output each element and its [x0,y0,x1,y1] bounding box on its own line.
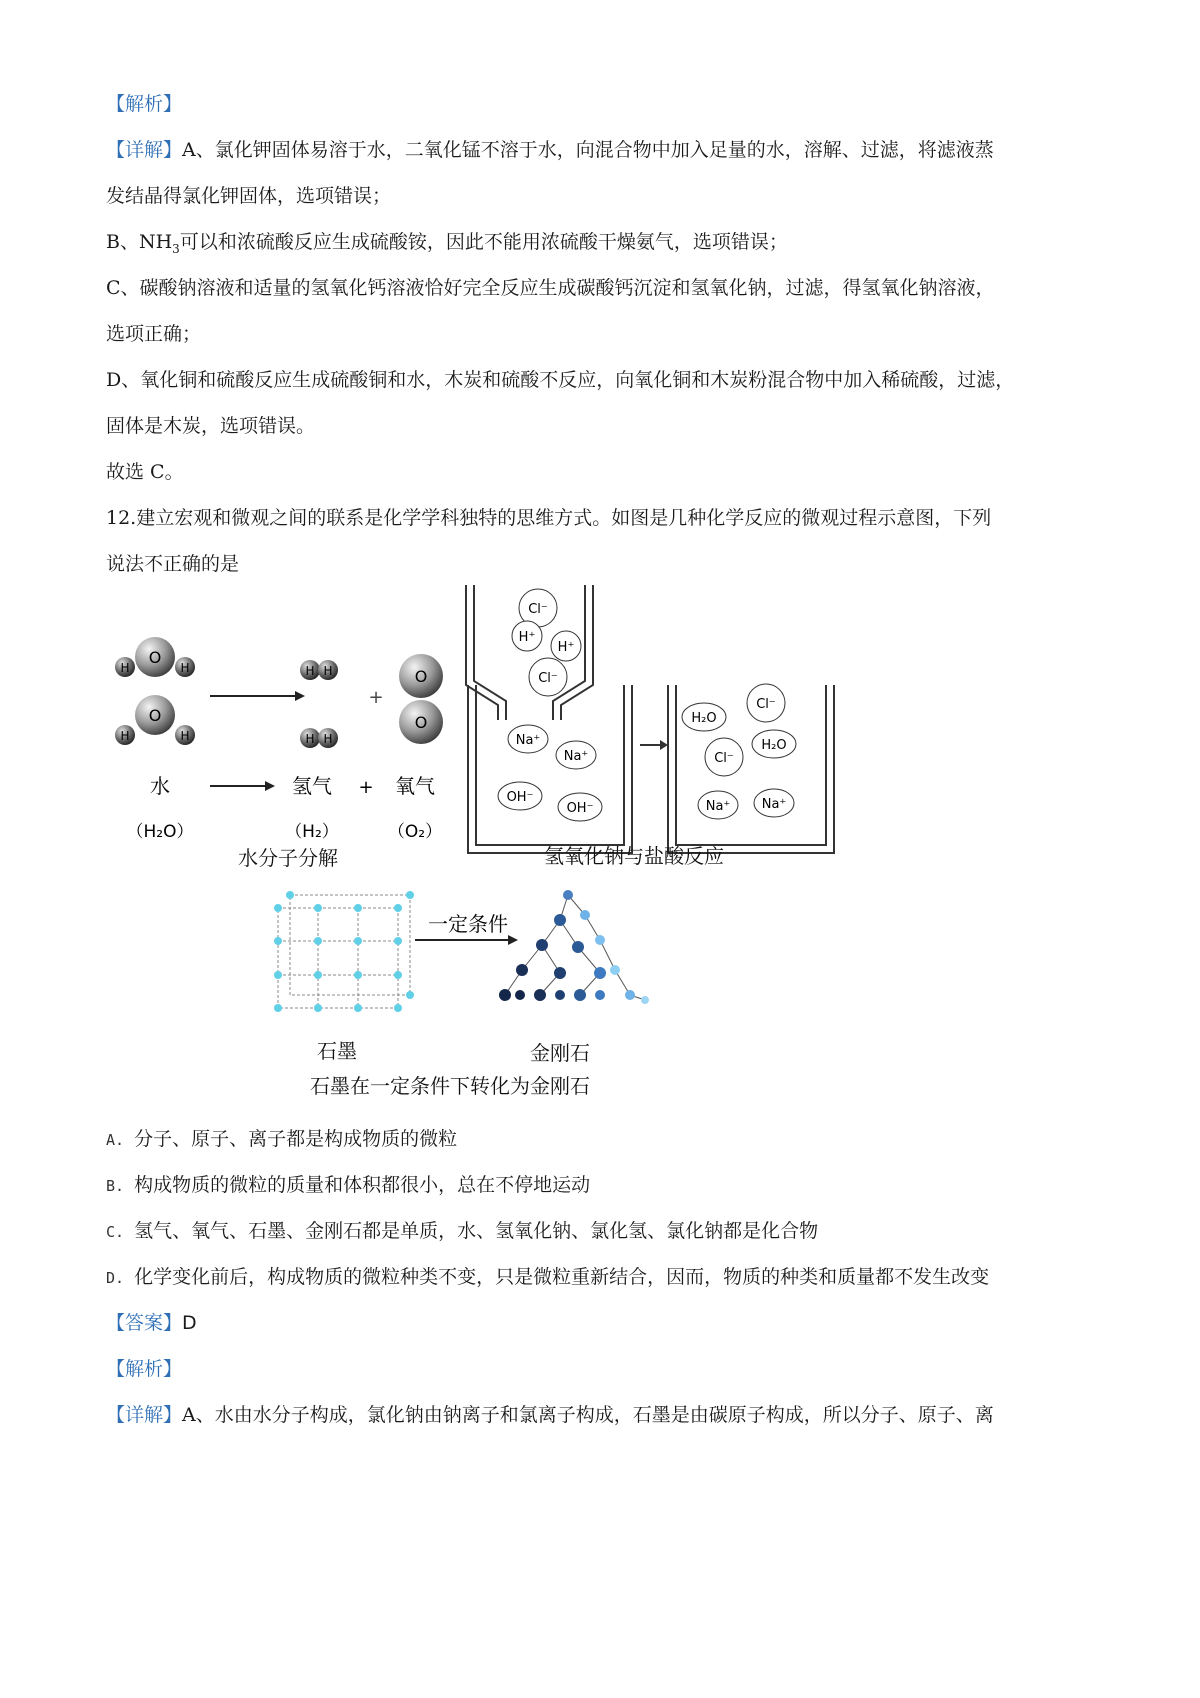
svg-text:H: H [323,732,333,746]
detail-label: 【详解】 [106,139,183,161]
svg-text:H: H [120,661,130,675]
paragraph-c-cont: 选项正确； [106,323,202,345]
paragraph-d-cont: 固体是木炭，选项错误。 [106,415,316,437]
diamond-structure-icon [499,890,649,1004]
svg-text:Na⁺: Na⁺ [563,749,589,764]
hydrogen-molecule-1-icon [300,660,338,680]
reaction-figure [0,575,1200,1100]
option-a: A. 分子、原子、离子都是构成物质的微粒 [106,1128,458,1150]
option-b: B. 构成物质的微粒的质量和体积都很小，总在不停地运动 [106,1174,591,1196]
paragraph-d: D、氧化铜和硫酸反应生成硫酸铜和水，木炭和硫酸不反应，向氧化铜和木炭粉混合物中加入稀硫酸，过滤， [106,369,1015,391]
svg-text:Cl⁻: Cl⁻ [528,602,548,617]
svg-text:H₂O: H₂O [761,738,787,753]
svg-text:O: O [414,713,428,732]
svg-text:Na⁺: Na⁺ [515,733,541,748]
hydrogen-molecule-2-icon [300,728,338,748]
svg-text:O: O [148,706,162,725]
svg-text:Cl⁻: Cl⁻ [714,751,734,766]
svg-text:H: H [305,732,315,746]
svg-text:（H₂O）: （H₂O） [126,822,194,842]
svg-text:H: H [180,729,190,743]
svg-text:O: O [414,667,428,686]
svg-text:（H₂）: （H₂） [285,822,339,842]
svg-text:O: O [148,648,162,667]
svg-text:+: + [368,687,384,708]
svg-text:水: 水 [150,774,170,798]
water-decomposition [115,637,443,842]
graphite-structure-icon [274,891,414,1012]
svg-text:H⁺: H⁺ [518,630,536,645]
svg-text:H⁺: H⁺ [557,640,575,655]
svg-text:H: H [120,729,130,743]
svg-text:Cl⁻: Cl⁻ [756,697,776,712]
svg-text:Cl⁻: Cl⁻ [538,671,558,686]
paragraph-analysis-a: 【详解】A、水由水分子构成，氯化钠由钠离子和氯离子构成，石墨是由碳原子构成，所以分子、原子、离 [106,1404,994,1426]
option-c: C. 氢气、氧气、石墨、金刚石都是单质，水、氢氧化钠、氯化氢、氯化钠都是化合物 [106,1220,819,1242]
svg-text:Na⁺: Na⁺ [761,797,787,812]
svg-text:H: H [305,664,315,678]
option-d: D. 化学变化前后，构成物质的微粒种类不变，只是微粒重新结合，因而，物质的种类和质量都不发生改变 [106,1266,990,1288]
svg-text:H₂O: H₂O [691,711,717,726]
svg-text:H: H [180,661,190,675]
diamond-label: 金刚石 [530,1041,590,1065]
svg-text:OH⁻: OH⁻ [566,801,594,816]
question-12-cont: 说法不正确的是 [106,553,240,575]
water-molecule-1-icon [115,637,195,677]
svg-text:氢气: 氢气 [292,774,332,798]
svg-text:OH⁻: OH⁻ [506,790,534,805]
analysis-label: 【解析】 [106,93,183,115]
answer: 【答案】D [106,1312,197,1334]
question-12: 12.建立宏观和微观之间的联系是化学学科独特的思维方式。如图是几种化学反应的微观过程示意图，下列 [106,507,992,529]
paragraph-b: B、$NH_3$可以和浓硫酸反应生成硫酸铵，因此不能用浓硫酸干燥氨气，选项错误； [106,231,788,256]
water-molecule-2-icon [115,695,195,745]
conclusion: 故选 C。 [106,461,184,483]
svg-text:H: H [323,664,333,678]
oxygen-molecule-icon [399,654,443,744]
naoh-caption: 氢氧化钠与盐酸反应 [544,844,724,868]
paragraph-a-cont: 发结晶得氯化钾固体，选项错误； [106,185,392,207]
svg-text:Na⁺: Na⁺ [705,799,731,814]
carbon-caption: 石墨在一定条件下转化为金刚石 [310,1074,590,1098]
paragraph-a: 【详解】A、氯化钾固体易溶于水，二氧化锰不溶于水，向混合物中加入足量的水，溶解、过滤，将滤液蒸 [106,139,994,161]
svg-text:氧气: 氧气 [395,774,435,798]
paragraph-c: C、碳酸钠溶液和适量的氢氧化钙溶液恰好完全反应生成碳酸钙沉淀和氢氧化钠，过滤，得氢氧化钠溶液， [106,277,995,299]
water-caption: 水分子分解 [238,846,338,870]
graphite-label: 石墨 [317,1039,357,1063]
svg-text:+: + [358,777,374,798]
svg-text:（O₂）: （O₂） [387,822,443,842]
condition-label: 一定条件 [428,912,508,936]
ion-particles [498,589,796,821]
analysis-label-2: 【解析】 [106,1358,183,1380]
